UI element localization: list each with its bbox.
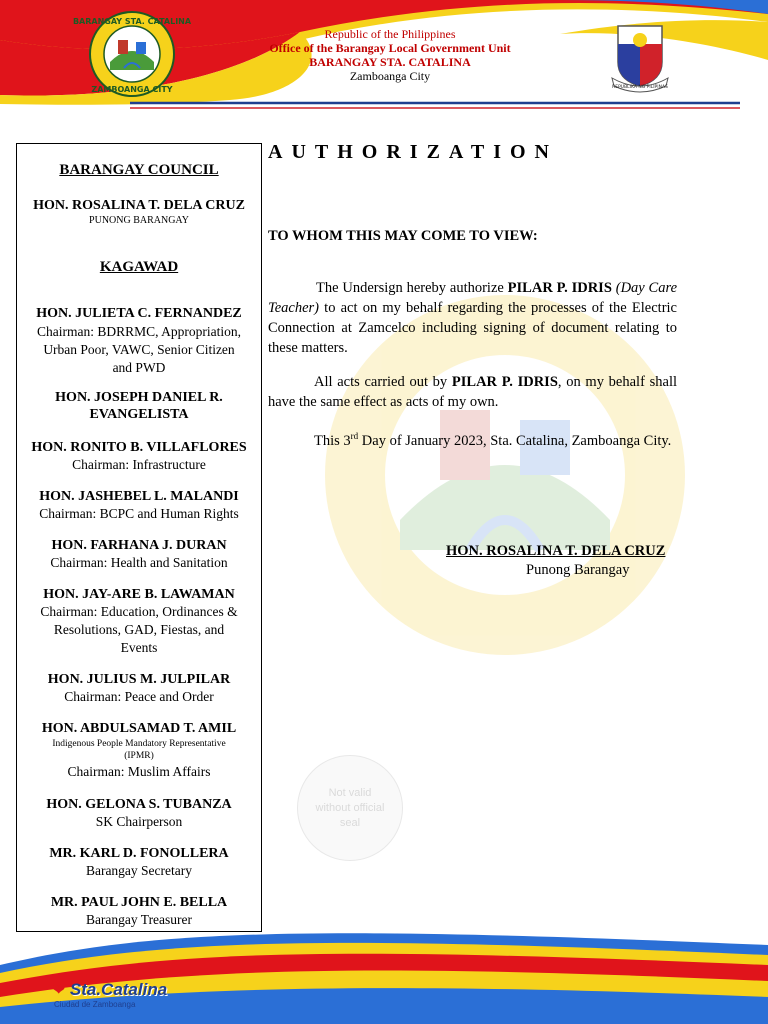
member-name: HON. JULIETA C. FERNANDEZ xyxy=(36,306,242,321)
footer-logo xyxy=(52,980,167,1009)
barangay-seal-icon xyxy=(72,10,192,98)
member-name: HON. GELONA S. TUBANZA xyxy=(46,797,232,812)
p3-text: Day of January 2023, Sta. Catalina, Zamboanga City. xyxy=(358,432,672,449)
paragraph-3 xyxy=(268,426,677,451)
captain-title: PUNONG BARANGAY xyxy=(89,215,189,226)
p2-text: , on my behalf shall have the same effect as acts of my own. xyxy=(268,374,677,410)
header-office: Office of the Barangay Local Government Unit xyxy=(269,41,511,55)
stamp-text: Not valid xyxy=(328,786,372,799)
seal-text-bottom: ZAMBOANGA CITY xyxy=(91,85,173,94)
delegate-name: PILAR P. IDRIS xyxy=(451,374,558,390)
salutation: TO WHOM THIS MAY COME TO VIEW: xyxy=(268,228,538,244)
heart-icon: ❤ xyxy=(52,982,66,999)
header-republic: Republic of the Philippines xyxy=(324,27,456,41)
member-role: Chairman: Peace and Order xyxy=(64,689,214,704)
member-role: Chairman: Infrastructure xyxy=(72,457,206,472)
member-role: Chairman: Health and Sanitation xyxy=(50,555,228,570)
captain-name: HON. ROSALINA T. DELA CRUZ xyxy=(33,198,245,213)
member-name: HON. JOSEPH DANIEL R. xyxy=(55,390,223,405)
member-role: and PWD xyxy=(112,360,166,375)
member-role: Events xyxy=(120,640,158,655)
council-sidebar xyxy=(16,143,262,932)
council-heading: BARANGAY COUNCIL xyxy=(59,162,219,178)
p1-text: to act on my behalf regarding the processes of the Electric Connection at Zamcelco including signing of document relating to these matters. xyxy=(268,300,677,356)
member-name: HON. ABDULSAMAD T. AMIL xyxy=(41,721,237,736)
stamp-text: without official xyxy=(315,801,385,814)
member-role: SK Chairperson xyxy=(95,814,183,829)
philippine-seal-icon xyxy=(604,20,676,92)
member-role: Chairman: Muslim Affairs xyxy=(67,764,211,779)
member-name: HON. RONITO B. VILLAFLORES xyxy=(31,440,247,455)
footer-logo-subtext: Ciudad de Zamboanga xyxy=(54,1000,136,1009)
document-title: AUTHORIZATION xyxy=(268,141,558,163)
member-name: HON. JASHEBEL L. MALANDI xyxy=(39,489,239,504)
p3-text: This 3 xyxy=(314,432,351,449)
p1-text: The Undersign hereby authorize xyxy=(316,280,508,296)
footer-banner xyxy=(0,925,768,1024)
member-role: Chairman: Education, Ordinances & xyxy=(40,604,238,619)
p3-sup: rd xyxy=(350,431,359,441)
member-name: HON. FARHANA J. DURAN xyxy=(51,538,227,553)
footer-logo-text: Sta.Catalina xyxy=(69,980,168,999)
header-city: Zamboanga City xyxy=(349,69,431,83)
member-role: Resolutions, GAD, Fiestas, and xyxy=(53,622,225,637)
member-role: Chairman: BCPC and Human Rights xyxy=(39,506,239,521)
member-role: Barangay Treasurer xyxy=(85,912,193,927)
member-note: (IPMR) xyxy=(124,751,154,761)
delegate-name: PILAR P. IDRIS xyxy=(507,280,612,296)
official-seal-placeholder xyxy=(297,755,403,861)
seal-ribbon-text: REPUBLIKA NG PILIPINAS xyxy=(612,85,668,90)
member-role: Urban Poor, VAWC, Senior Citizen xyxy=(43,342,235,357)
seal-text-top: BARANGAY STA. CATALINA xyxy=(72,17,192,26)
member-role: Chairman: BDRRMC, Appropriation, xyxy=(37,324,241,339)
member-note: Indigenous People Mandatory Representative xyxy=(52,739,226,749)
member-name: EVANGELISTA xyxy=(89,407,189,422)
member-role: Barangay Secretary xyxy=(85,863,193,878)
member-name: HON. JAY-ARE B. LAWAMAN xyxy=(43,587,235,602)
signatory-title: Punong Barangay xyxy=(526,562,630,578)
paragraph-2 xyxy=(268,372,677,412)
delegate-role: (Day Care Teacher) xyxy=(268,280,678,316)
member-name: HON. JULIUS M. JULPILAR xyxy=(47,672,231,687)
kagawad-heading: KAGAWAD xyxy=(99,259,179,275)
paragraph-1 xyxy=(268,278,677,358)
signatory-name: HON. ROSALINA T. DELA CRUZ xyxy=(446,543,666,559)
p2-text: All acts carried out by xyxy=(314,374,452,390)
stamp-text: seal xyxy=(339,816,361,829)
member-name: MR. KARL D. FONOLLERA xyxy=(49,846,229,861)
header-barangay: BARANGAY STA. CATALINA xyxy=(309,55,471,69)
member-name: MR. PAUL JOHN E. BELLA xyxy=(50,895,228,910)
